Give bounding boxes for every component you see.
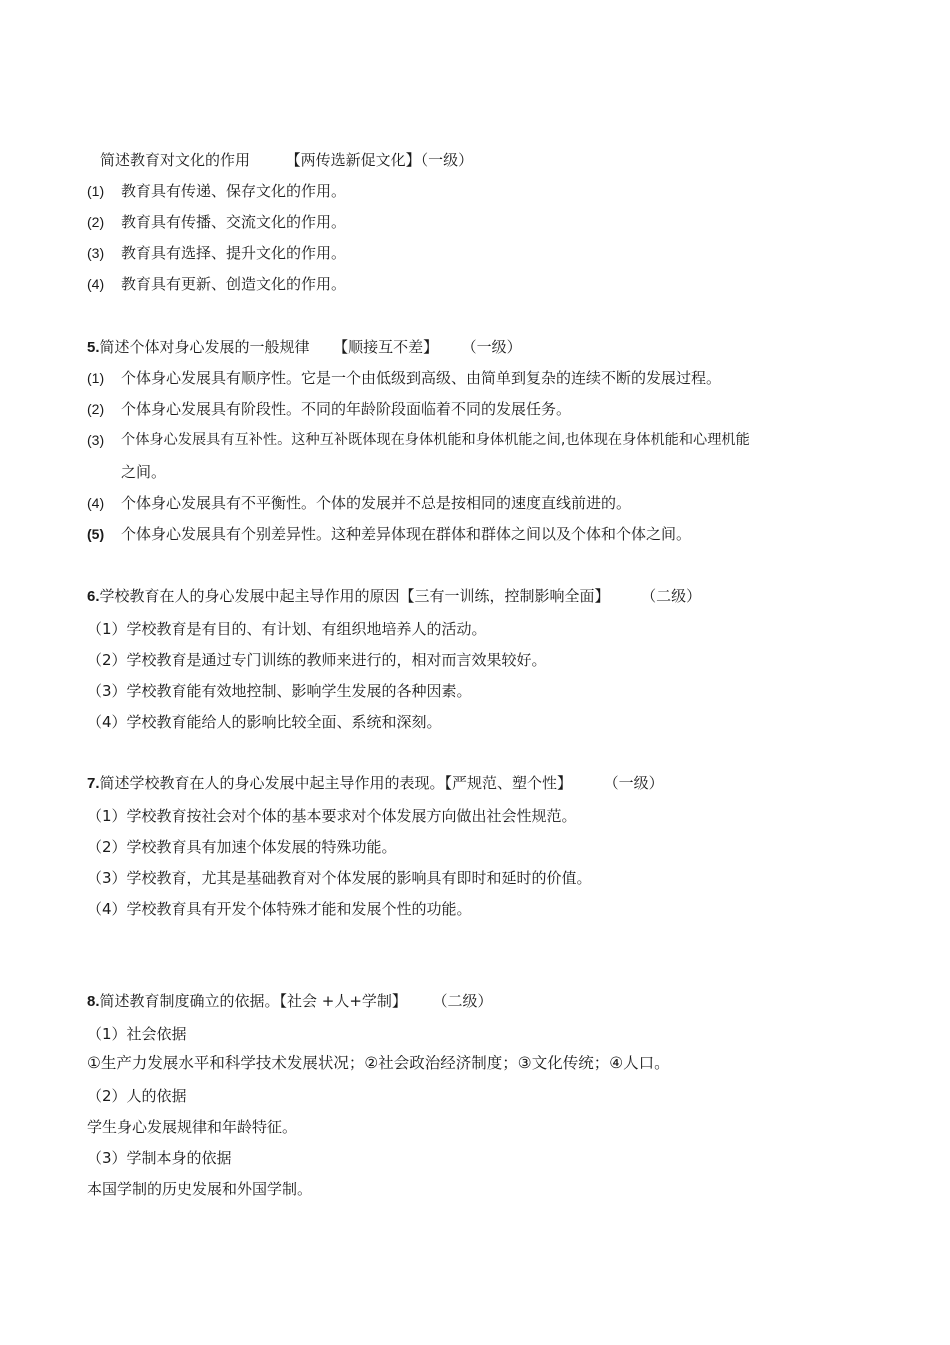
section-7-level: （一级） xyxy=(603,774,664,792)
s7-item-4: （4）学校教育具有开发个体特殊才能和发展个性的功能。 xyxy=(87,900,472,918)
s5-item-3-text: 个体身心发展具有互补性。这种互补既体现在身体机能和身体机能之间,也体现在身体机能和心理机能 xyxy=(121,432,750,448)
section-6-number: 6. xyxy=(87,588,100,605)
section-8-level: （二级） xyxy=(432,992,493,1010)
section-4-mnemonic: 【两传选新促文化】（一级） xyxy=(285,151,474,169)
section-7-heading xyxy=(87,773,664,794)
s5-item-2-num: (2) xyxy=(87,401,105,417)
s5-item-1-num: (1) xyxy=(87,370,105,386)
s4-item-4-num: (4) xyxy=(87,276,105,292)
s6-item-3: （3）学校教育能有效地控制、影响学生发展的各种因素。 xyxy=(87,682,472,700)
section-5-heading xyxy=(87,337,522,358)
s4-item-4-text: 教育具有更新、创造文化的作用。 xyxy=(121,275,347,293)
section-4-title: 简述教育对文化的作用 xyxy=(100,151,251,169)
section-8-heading xyxy=(87,991,493,1012)
s5-item-5-text: 个体身心发展具有个别差异性。这种差异体现在群体和群体之间以及个体和个体之间。 xyxy=(121,525,692,543)
section-4-heading xyxy=(100,150,473,170)
s5-item-3-num: (3) xyxy=(87,432,105,448)
s4-item-2-text: 教育具有传播、交流文化的作用。 xyxy=(121,213,347,231)
section-6-heading xyxy=(87,586,701,607)
s8-social-basis-heading: （1）社会依据 xyxy=(87,1025,187,1043)
section-6-level: （二级） xyxy=(641,587,702,605)
s8-human-basis-detail: 学生身心发展规律和年龄特征。 xyxy=(87,1118,298,1136)
s7-item-3: （3）学校教育，尤其是基础教育对个体发展的影响具有即时和延时的价值。 xyxy=(87,869,592,887)
section-5-mnemonic: 【顺接互不差】 xyxy=(333,338,439,356)
s8-social-basis-detail: ①生产力发展水平和科学技术发展状况；②社会政治经济制度；③文化传统；④人口。 xyxy=(87,1054,670,1072)
section-5-number: 5. xyxy=(87,339,100,356)
s6-item-2: （2）学校教育是通过专门训练的教师来进行的，相对而言效果较好。 xyxy=(87,651,547,669)
section-8-title: 简述教育制度确立的依据。【社会 +人+学制】 xyxy=(99,992,407,1010)
section-7-number: 7. xyxy=(87,775,100,792)
s5-item-4-text: 个体身心发展具有不平衡性。个体的发展并不总是按相同的速度直线前进的。 xyxy=(121,494,632,512)
s7-item-2: （2）学校教育具有加速个体发展的特殊功能。 xyxy=(87,838,397,856)
s8-system-basis-heading: （3）学制本身的依据 xyxy=(87,1149,232,1167)
s6-item-4: （4）学校教育能给人的影响比较全面、系统和深刻。 xyxy=(87,713,442,731)
s5-item-4-num: (4) xyxy=(87,495,105,511)
section-5-level: （一级） xyxy=(461,338,522,356)
s5-item-1-text: 个体身心发展具有顺序性。它是一个由低级到高级、由简单到复杂的连续不断的发展过程。 xyxy=(121,369,722,387)
s5-item-2-text: 个体身心发展具有阶段性。不同的年龄阶段面临着不同的发展任务。 xyxy=(121,400,572,418)
section-5-title: 简述个体对身心发展的一般规律 xyxy=(99,338,310,356)
s4-item-1-num: (1) xyxy=(87,183,105,199)
s8-human-basis-heading: （2）人的依据 xyxy=(87,1087,187,1105)
section-8-number: 8. xyxy=(87,993,100,1010)
s5-item-5-num: (5) xyxy=(87,526,105,542)
s4-item-2-num: (2) xyxy=(87,214,105,230)
s8-system-basis-detail: 本国学制的历史发展和外国学制。 xyxy=(87,1180,313,1198)
s5-item-3-continuation: 之间。 xyxy=(121,463,167,481)
section-6-title: 学校教育在人的身心发展中起主导作用的原因【三有一训练，控制影响全面】 xyxy=(99,587,610,605)
s4-item-3-num: (3) xyxy=(87,245,105,261)
s4-item-1-text: 教育具有传递、保存文化的作用。 xyxy=(121,182,347,200)
s7-item-1: （1）学校教育按社会对个体的基本要求对个体发展方向做出社会性规范。 xyxy=(87,807,577,825)
s6-item-1: （1）学校教育是有目的、有计划、有组织地培养人的活动。 xyxy=(87,620,487,638)
s4-item-3-text: 教育具有选择、提升文化的作用。 xyxy=(121,244,347,262)
section-7-title: 简述学校教育在人的身心发展中起主导作用的表现。【严规范、塑个性】 xyxy=(99,774,573,792)
